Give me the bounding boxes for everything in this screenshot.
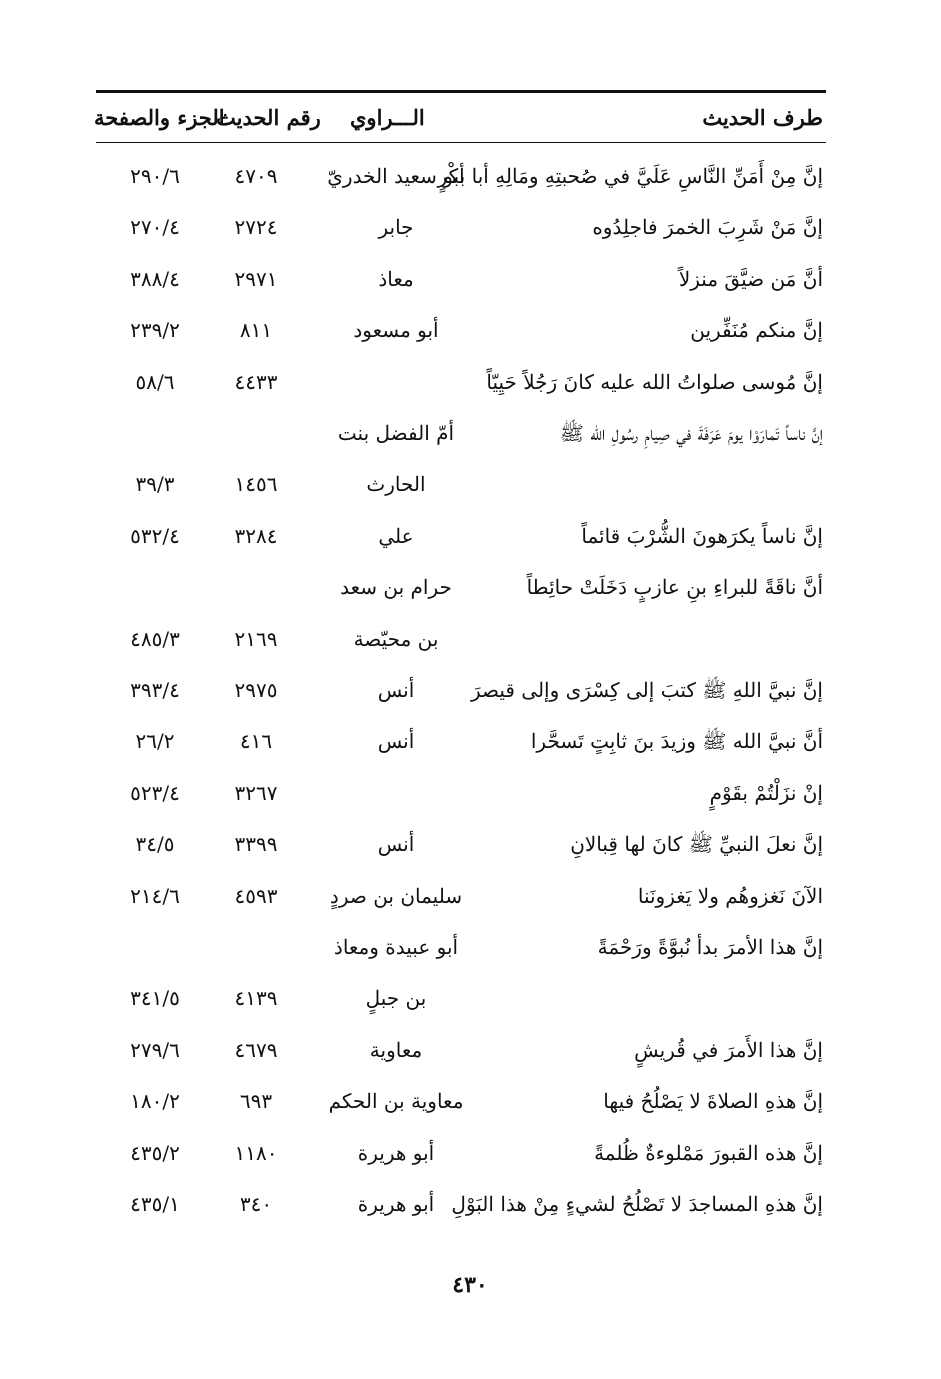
row-hadith-text: إنَّ ناساً تَمارَوْا يومَ عَرَفَةَ في صِيامِ رسُولِ الله ﷺ (559, 421, 823, 445)
row-volume-page: ٥٨/٦ (135, 370, 175, 394)
row-hadith-text: إنْ نزَلْتُمْ بقَوْمٍ (709, 781, 823, 805)
row-hadith-text: الآنَ نَغزوهُم ولا يَغزونَنا (637, 884, 823, 908)
row-hadith-number: ٢٩٧٥ (234, 678, 278, 702)
row-volume-page: ٣٤/٥ (135, 832, 175, 856)
row-volume-page: ٢٦/٢ (135, 729, 175, 753)
row-volume-page: ٤٣٥/٢ (130, 1141, 180, 1165)
row-hadith-text: إنَّ مِنْ أَمَنِّ النَّاسِ عَلَيَّ في صُحبتِهِ ومَالِهِ أبا بكْرٍ (437, 164, 823, 188)
row-hadith-number: ٦٩٣ (239, 1089, 273, 1113)
row-hadith-text: إنَّ هذه القبورَ مَمْلوءةٌ ظُلمةً (594, 1141, 823, 1165)
row-narrator: بن محيّصة (353, 627, 439, 651)
header-bottom-rule (96, 142, 826, 143)
row-hadith-number: ٨١١ (239, 318, 273, 342)
row-narrator: أبو عبيدة ومعاذ (333, 935, 459, 959)
row-hadith-number: ١١٨٠ (234, 1141, 278, 1165)
row-volume-page: ٢٧٩/٦ (130, 1038, 180, 1062)
row-narrator: أنس (377, 832, 415, 856)
page-number: ٤٣٠ (452, 1272, 488, 1298)
row-narrator: أنس (377, 678, 415, 702)
row-narrator: أبو سعيد الخدريّ (327, 164, 465, 188)
row-volume-page: ٢٣٩/٢ (130, 318, 180, 342)
row-hadith-number: ٤١٣٩ (234, 986, 278, 1010)
row-hadith-number: ٢٧٢٤ (234, 215, 278, 239)
row-narrator: جابر (378, 215, 414, 239)
row-hadith-number: ٤٤٣٣ (234, 370, 278, 394)
row-hadith-number: ٣٣٩٩ (234, 832, 278, 856)
row-narrator: أنس (377, 729, 415, 753)
row-narrator: أبو مسعود (353, 318, 439, 342)
row-hadith-text: إنَّ هذهِ المساجدَ لا تَصْلُحُ لشيءٍ مِنْ هذا البَوْلِ (451, 1192, 823, 1216)
column-header-hadith-text: طرف الحديث (702, 105, 823, 130)
row-volume-page: ٣٤١/٥ (130, 986, 180, 1010)
row-hadith-number: ١٤٥٦ (234, 472, 278, 496)
row-hadith-text: إنَّ نبيَّ اللهِ ﷺ كتبَ إلى كِسْرَى وإلى قيصرَ (470, 678, 823, 702)
column-header-hadith-number: رقم الحديث (216, 105, 321, 130)
row-narrator: معاوية (369, 1038, 423, 1062)
row-narrator: بن جبلٍ (365, 986, 427, 1010)
row-volume-page: ٣٨٨/٤ (130, 267, 180, 291)
row-volume-page: ١٨٠/٢ (130, 1089, 180, 1113)
row-volume-page: ٥٢٣/٤ (130, 781, 180, 805)
row-volume-page: ٣٩٣/٤ (130, 678, 180, 702)
row-narrator: أبو هريرة (357, 1141, 435, 1165)
row-hadith-number: ٣٤٠ (239, 1192, 273, 1216)
row-volume-page: ٤٨٥/٣ (130, 627, 180, 651)
row-narrator: معاذ (378, 267, 414, 291)
row-hadith-text: أنَّ ناقَةً للبراءِ بنِ عازبٍ دَخَلَتْ حائِطاً (526, 575, 823, 599)
row-hadith-number: ٤٧٠٩ (234, 164, 278, 188)
row-hadith-number: ٣٢٨٤ (234, 524, 278, 548)
header-top-rule (96, 90, 826, 93)
row-hadith-text: أنَّ نبيَّ الله ﷺ وزيدَ بنَ ثابِتٍ تَسحَّرا (530, 729, 823, 753)
row-narrator: الحارث (366, 472, 426, 496)
row-narrator: أبو هريرة (357, 1192, 435, 1216)
row-hadith-text: إنَّ هذهِ الصلاةَ لا يَصْلُحُ فيها (603, 1089, 823, 1113)
row-hadith-number: ٤١٦ (239, 729, 273, 753)
row-hadith-text: إنَّ منكم مُنَفِّرين (690, 318, 823, 342)
row-narrator: معاوية بن الحكم (328, 1089, 464, 1113)
row-volume-page: ٤٣٥/١ (130, 1192, 180, 1216)
row-volume-page: ٢١٤/٦ (130, 884, 180, 908)
row-hadith-text: إنَّ هذا الأمرَ بدأ نُبوَّةً ورَحْمَةً (597, 935, 823, 959)
column-header-volume-page: الجزء والصفحة (94, 105, 225, 130)
row-hadith-number: ٢٩٧١ (234, 267, 278, 291)
row-hadith-text: أنَّ مَن ضيَّقَ منزلاً (678, 267, 823, 291)
row-hadith-number: ٤٥٩٣ (234, 884, 278, 908)
row-hadith-text: إنَّ ناساً يكرَهونَ الشُّرْبَ قائماً (581, 524, 823, 548)
row-narrator: سليمان بن صردٍ (329, 884, 463, 908)
row-narrator: علي (378, 524, 414, 548)
row-hadith-text: إنَّ هذا الأَمرَ في قُريشٍ (634, 1038, 823, 1062)
row-volume-page: ٢٧٠/٤ (130, 215, 180, 239)
row-hadith-text: إنَّ مَنْ شَرِبَ الخمرَ فاجلِدُوه (592, 215, 823, 239)
row-volume-page: ٣٩/٣ (135, 472, 175, 496)
row-hadith-number: ٤٦٧٩ (234, 1038, 278, 1062)
row-volume-page: ٢٩٠/٦ (130, 164, 180, 188)
row-volume-page: ٥٣٢/٤ (130, 524, 180, 548)
row-hadith-number: ٢١٦٩ (234, 627, 278, 651)
row-narrator: حرام بن سعد (340, 575, 452, 599)
row-narrator: أمّ الفضل بنت (337, 421, 455, 445)
row-hadith-text: إنَّ مُوسى صلواتُ الله عليه كانَ رَجُلاً حَيِيّاً (486, 370, 823, 394)
row-hadith-number: ٣٢٦٧ (234, 781, 278, 805)
row-hadith-text: إنَّ نعلَ النبيِّ ﷺ كانَ لها قِبالانِ (570, 832, 823, 856)
column-header-narrator: الـــراوي (350, 105, 425, 130)
